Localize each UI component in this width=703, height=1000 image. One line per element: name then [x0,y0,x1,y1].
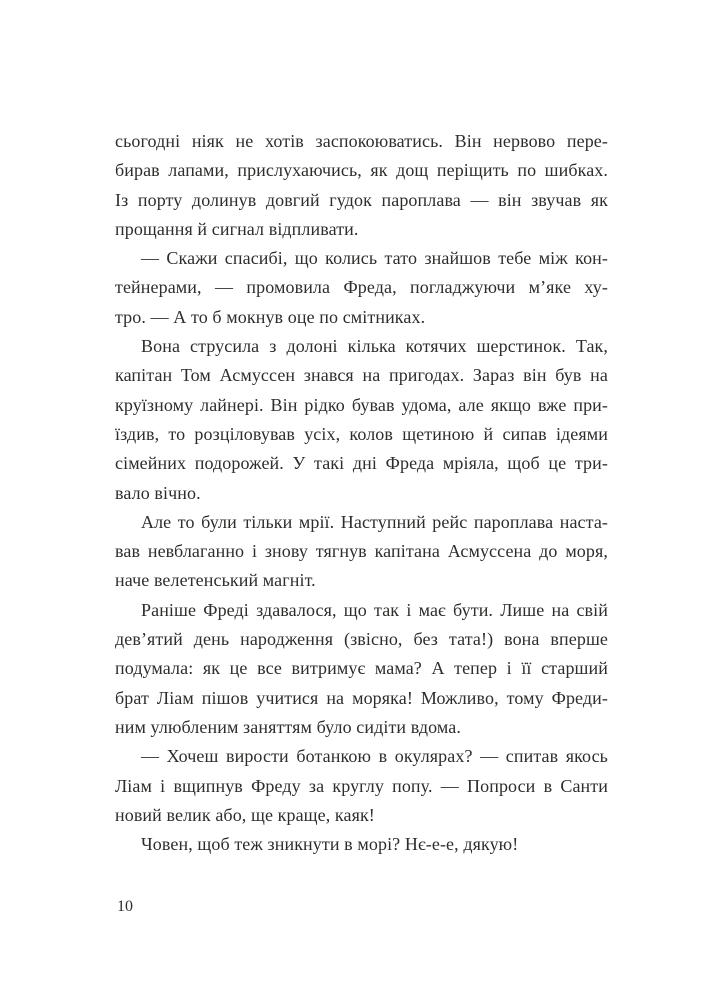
text-line: тейнерами, — промовила Фреда, погладжуючи м’яке ху- [115,277,608,298]
text-line: бирав лапами, прислухаючись, як дощ періщить по шибках. [115,160,608,181]
text-line: прощання й сигнал відпливати. [115,218,359,239]
text-line: тро. — А то б мокнув оце по смітниках. [115,306,426,327]
paragraph [115,332,608,508]
text-line: Вона струсила з долоні кілька котячих шерстинок. Так, [141,336,608,357]
text-line: — Хочеш вирости ботанкою в окулярах? — спитав якось [141,746,608,767]
paragraph [115,127,608,244]
text-line: новий велик або, ще краще, каяк! [115,804,375,825]
text-line: Ліам і вщипнув Фреду за круглу попу. — Попроси в Санти [115,775,608,796]
text-line: дев’ятий день народження (звісно, без тата!) вона вперше [115,629,608,650]
page-number: 10 [117,898,133,915]
text-line: сімейних подорожей. У такі дні Фреда мріяла, щоб це три- [115,453,608,474]
text-line: круїзному лайнері. Він рідко бував удома, але якщо вже при- [115,394,608,415]
text-line: — Скажи спасибі, що колись тато знайшов тебе між кон- [141,248,608,269]
text-line: вав невблаганно і знову тягнув капітана Асмуссена до моря, [115,541,608,562]
text-line: Із порту долинув довгий гудок пароплава — він звучав як [115,189,608,210]
text-line: Раніше Фреді здавалося, що так і має бути. Лише на свій [141,599,608,620]
paragraph [115,742,608,830]
text-line: Але то були тільки мрії. Наступний рейс пароплава наста- [141,511,608,532]
paragraph [115,244,608,332]
paragraph [115,830,608,859]
text-line: брат Ліам пішов учитися на моряка! Можливо, тому Фреди- [115,687,608,708]
text-line: капітан Том Асмуссен знався на пригодах. Зараз він був на [115,365,608,386]
paragraph [115,508,608,596]
paragraph [115,596,608,742]
text-line: сьогодні ніяк не хотів заспокоюватись. Він нервово пере- [115,131,608,151]
text-line: ним улюбленим заняттям було сидіти вдома. [115,716,461,737]
text-line: їздив, то розціловував усіх, колов щетиною й сипав ідеями [115,423,608,444]
text-line: наче велетенський магніт. [115,570,316,591]
text-line: подумала: як це все витримує мама? А тепер і її старший [115,658,608,679]
text-line: Човен, щоб теж зникнути в морі? Нє-е-е, дякую! [141,834,519,855]
text-line: вало вічно. [115,482,201,503]
text-block [115,127,608,859]
